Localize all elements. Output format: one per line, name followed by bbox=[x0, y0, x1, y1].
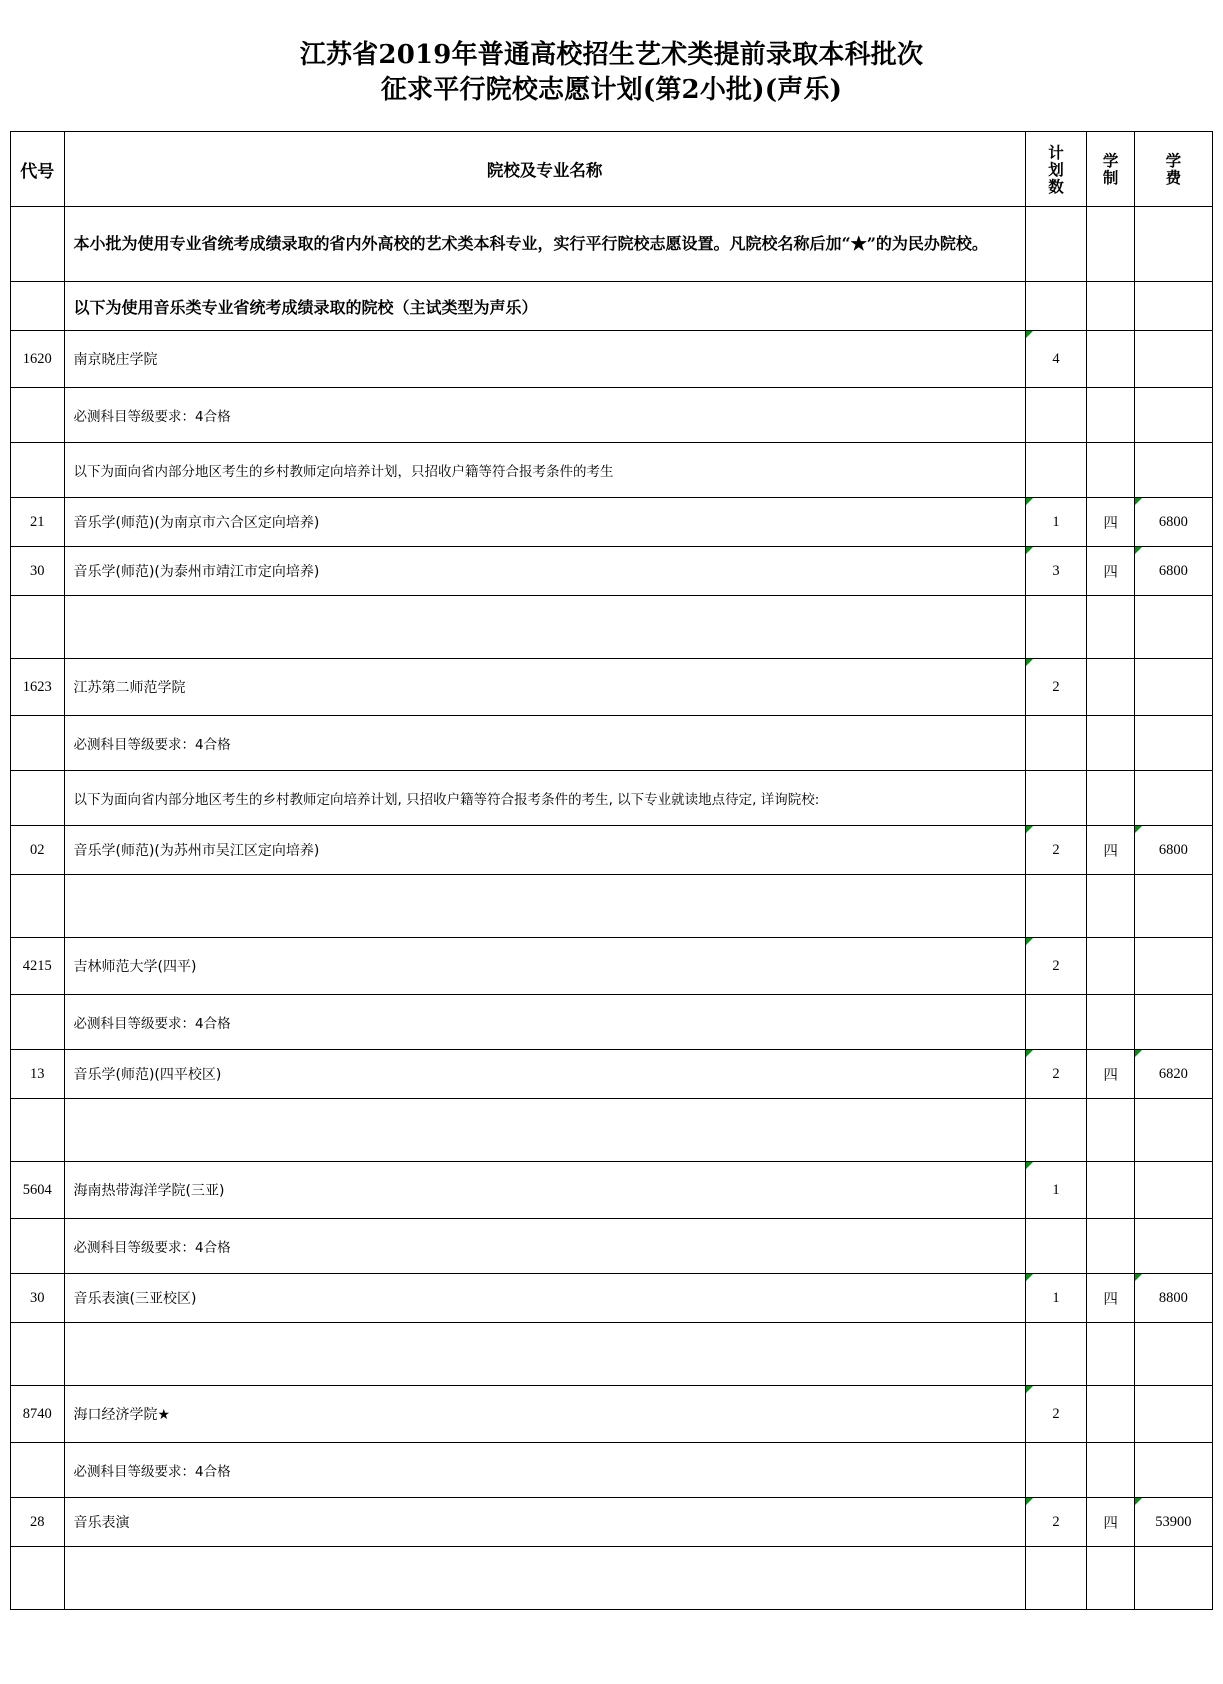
cell-study-years bbox=[1087, 1386, 1134, 1443]
comment-marker-icon bbox=[1135, 547, 1142, 554]
cell-school-major-name: 音乐学(师范)(为苏州市吴江区定向培养) bbox=[64, 826, 1025, 875]
comment-marker-icon bbox=[1026, 1162, 1033, 1169]
cell-plan-count bbox=[1025, 1099, 1087, 1162]
cell-plan-count-value: 1 bbox=[1052, 1181, 1060, 1198]
cell-tuition-fee bbox=[1134, 659, 1212, 716]
cell-tuition-fee-value: 6800 bbox=[1158, 841, 1188, 858]
table-row bbox=[11, 1323, 1213, 1386]
column-header-name: 院校及专业名称 bbox=[64, 132, 1025, 207]
cell-plan-count bbox=[1025, 826, 1087, 875]
cell-school-major-name bbox=[64, 1547, 1025, 1610]
cell-tuition-fee bbox=[1134, 716, 1212, 771]
cell-plan-count bbox=[1025, 771, 1087, 826]
cell-tuition-fee bbox=[1134, 207, 1212, 282]
column-header-plan bbox=[1025, 132, 1087, 207]
cell-code: 5604 bbox=[11, 1162, 65, 1219]
cell-code bbox=[11, 716, 65, 771]
cell-study-years bbox=[1087, 659, 1134, 716]
cell-school-major-name: 以下为面向省内部分地区考生的乡村教师定向培养计划，只招收户籍等符合报考条件的考生 bbox=[64, 443, 1025, 498]
cell-code bbox=[11, 1323, 65, 1386]
comment-marker-icon bbox=[1026, 331, 1033, 338]
table-row bbox=[11, 1050, 1213, 1099]
cell-plan-count-value: 3 bbox=[1052, 562, 1060, 579]
cell-plan-count bbox=[1025, 547, 1087, 596]
cell-plan-count-value: 2 bbox=[1052, 957, 1060, 974]
comment-marker-icon bbox=[1135, 1274, 1142, 1281]
cell-study-years bbox=[1087, 1099, 1134, 1162]
cell-school-major-name bbox=[64, 1099, 1025, 1162]
enrollment-plan-table bbox=[10, 131, 1213, 1610]
cell-school-major-name: 必测科目等级要求：4合格 bbox=[64, 1443, 1025, 1498]
cell-plan-count bbox=[1025, 1547, 1087, 1610]
table-row bbox=[11, 443, 1213, 498]
cell-tuition-fee bbox=[1134, 1099, 1212, 1162]
cell-tuition-fee bbox=[1134, 1323, 1212, 1386]
cell-plan-count bbox=[1025, 443, 1087, 498]
cell-code bbox=[11, 1547, 65, 1610]
cell-tuition-fee bbox=[1134, 875, 1212, 938]
cell-code bbox=[11, 388, 65, 443]
cell-tuition-fee bbox=[1134, 995, 1212, 1050]
cell-code bbox=[11, 1099, 65, 1162]
cell-tuition-fee-value: 8800 bbox=[1158, 1289, 1188, 1306]
column-header-years-char-1: 学 bbox=[1102, 151, 1119, 170]
cell-study-years bbox=[1087, 388, 1134, 443]
column-header-plan-char-3: 数 bbox=[1048, 176, 1064, 196]
column-header-code: 代号 bbox=[11, 132, 65, 207]
cell-school-major-name: 音乐学(师范)(为南京市六合区定向培养) bbox=[64, 498, 1025, 547]
table-row bbox=[11, 826, 1213, 875]
column-header-plan-char-2: 划 bbox=[1048, 159, 1064, 179]
comment-marker-icon bbox=[1026, 1498, 1033, 1505]
cell-tuition-fee bbox=[1134, 1050, 1212, 1099]
cell-study-years bbox=[1087, 875, 1134, 938]
cell-plan-count bbox=[1025, 282, 1087, 331]
cell-school-major-name bbox=[64, 875, 1025, 938]
table-body bbox=[11, 207, 1213, 1610]
cell-plan-count bbox=[1025, 207, 1087, 282]
cell-school-major-name: 海口经济学院★ bbox=[64, 1386, 1025, 1443]
page-title-line-2: 征求平行院校志愿计划(第2小批)(声乐) bbox=[380, 75, 843, 105]
cell-plan-count-value: 2 bbox=[1052, 1065, 1060, 1082]
cell-tuition-fee-value: 6800 bbox=[1158, 513, 1188, 530]
cell-school-major-name: 必测科目等级要求：4合格 bbox=[64, 388, 1025, 443]
column-header-fee bbox=[1134, 132, 1212, 207]
cell-plan-count bbox=[1025, 1050, 1087, 1099]
cell-plan-count-value: 1 bbox=[1052, 513, 1060, 530]
cell-plan-count bbox=[1025, 659, 1087, 716]
cell-school-major-name: 江苏第二师范学院 bbox=[64, 659, 1025, 716]
table-header-row bbox=[11, 132, 1213, 207]
table-row bbox=[11, 1274, 1213, 1323]
cell-school-major-name: 以下为面向省内部分地区考生的乡村教师定向培养计划, 只招收户籍等符合报考条件的考生, 以下专业就读地点待定, 详询院校: bbox=[64, 771, 1025, 826]
cell-plan-count-value: 2 bbox=[1052, 841, 1060, 858]
cell-plan-count-value: 4 bbox=[1052, 350, 1060, 367]
column-header-fee-char-2: 费 bbox=[1165, 168, 1182, 187]
cell-tuition-fee bbox=[1134, 443, 1212, 498]
cell-plan-count bbox=[1025, 1443, 1087, 1498]
table-row bbox=[11, 995, 1213, 1050]
table-row bbox=[11, 331, 1213, 388]
cell-code: 13 bbox=[11, 1050, 65, 1099]
cell-plan-count bbox=[1025, 938, 1087, 995]
cell-study-years bbox=[1087, 938, 1134, 995]
table-row bbox=[11, 1443, 1213, 1498]
comment-marker-icon bbox=[1135, 1050, 1142, 1057]
cell-plan-count bbox=[1025, 1386, 1087, 1443]
cell-plan-count bbox=[1025, 875, 1087, 938]
comment-marker-icon bbox=[1026, 498, 1033, 505]
cell-code: 4215 bbox=[11, 938, 65, 995]
cell-code bbox=[11, 995, 65, 1050]
cell-school-major-name: 吉林师范大学(四平) bbox=[64, 938, 1025, 995]
cell-plan-count-value: 2 bbox=[1052, 1513, 1060, 1530]
cell-code bbox=[11, 443, 65, 498]
cell-tuition-fee bbox=[1134, 388, 1212, 443]
cell-code: 30 bbox=[11, 547, 65, 596]
table-row bbox=[11, 547, 1213, 596]
cell-study-years bbox=[1087, 1547, 1134, 1610]
cell-study-years: 四 bbox=[1087, 1274, 1134, 1323]
cell-school-major-name: 必测科目等级要求：4合格 bbox=[64, 716, 1025, 771]
cell-study-years bbox=[1087, 1162, 1134, 1219]
cell-tuition-fee bbox=[1134, 282, 1212, 331]
cell-tuition-fee bbox=[1134, 1386, 1212, 1443]
cell-school-major-name bbox=[64, 1323, 1025, 1386]
cell-study-years bbox=[1087, 282, 1134, 331]
cell-code bbox=[11, 1219, 65, 1274]
table-row bbox=[11, 596, 1213, 659]
column-header-fee-char-1: 学 bbox=[1165, 151, 1182, 170]
cell-tuition-fee bbox=[1134, 1162, 1212, 1219]
cell-study-years bbox=[1087, 207, 1134, 282]
cell-plan-count bbox=[1025, 1323, 1087, 1386]
cell-tuition-fee-value: 53900 bbox=[1155, 1513, 1192, 1530]
table-row bbox=[11, 1099, 1213, 1162]
cell-school-major-name: 音乐学(师范)(为泰州市靖江市定向培养) bbox=[64, 547, 1025, 596]
cell-study-years bbox=[1087, 995, 1134, 1050]
cell-tuition-fee bbox=[1134, 596, 1212, 659]
comment-marker-icon bbox=[1026, 938, 1033, 945]
table-row bbox=[11, 207, 1213, 282]
comment-marker-icon bbox=[1135, 826, 1142, 833]
comment-marker-icon bbox=[1135, 1498, 1142, 1505]
cell-school-major-name: 必测科目等级要求：4合格 bbox=[64, 995, 1025, 1050]
cell-code: 8740 bbox=[11, 1386, 65, 1443]
cell-study-years: 四 bbox=[1087, 1050, 1134, 1099]
cell-study-years bbox=[1087, 596, 1134, 659]
cell-plan-count bbox=[1025, 716, 1087, 771]
cell-tuition-fee-value: 6800 bbox=[1158, 562, 1188, 579]
cell-code bbox=[11, 207, 65, 282]
cell-code bbox=[11, 1443, 65, 1498]
cell-tuition-fee bbox=[1134, 1498, 1212, 1547]
cell-plan-count bbox=[1025, 596, 1087, 659]
column-header-years bbox=[1087, 132, 1134, 207]
comment-marker-icon bbox=[1135, 498, 1142, 505]
cell-tuition-fee bbox=[1134, 1219, 1212, 1274]
cell-code: 1623 bbox=[11, 659, 65, 716]
cell-study-years bbox=[1087, 443, 1134, 498]
cell-plan-count bbox=[1025, 995, 1087, 1050]
cell-code: 30 bbox=[11, 1274, 65, 1323]
cell-study-years: 四 bbox=[1087, 826, 1134, 875]
cell-plan-count bbox=[1025, 1219, 1087, 1274]
cell-code: 1620 bbox=[11, 331, 65, 388]
page-title bbox=[0, 0, 1223, 118]
cell-plan-count bbox=[1025, 1274, 1087, 1323]
cell-study-years bbox=[1087, 1219, 1134, 1274]
cell-study-years bbox=[1087, 1323, 1134, 1386]
table-row bbox=[11, 1219, 1213, 1274]
cell-plan-count bbox=[1025, 1498, 1087, 1547]
table-row bbox=[11, 498, 1213, 547]
cell-code bbox=[11, 875, 65, 938]
table-row bbox=[11, 1162, 1213, 1219]
cell-tuition-fee bbox=[1134, 1274, 1212, 1323]
cell-code: 21 bbox=[11, 498, 65, 547]
cell-plan-count bbox=[1025, 1162, 1087, 1219]
cell-tuition-fee bbox=[1134, 498, 1212, 547]
cell-study-years bbox=[1087, 771, 1134, 826]
cell-study-years bbox=[1087, 1443, 1134, 1498]
cell-tuition-fee bbox=[1134, 826, 1212, 875]
cell-school-major-name: 必测科目等级要求：4合格 bbox=[64, 1219, 1025, 1274]
comment-marker-icon bbox=[1026, 547, 1033, 554]
cell-tuition-fee bbox=[1134, 1443, 1212, 1498]
cell-plan-count bbox=[1025, 498, 1087, 547]
table-row bbox=[11, 659, 1213, 716]
table-row bbox=[11, 1547, 1213, 1610]
table-row bbox=[11, 1498, 1213, 1547]
table-row bbox=[11, 938, 1213, 995]
cell-study-years: 四 bbox=[1087, 1498, 1134, 1547]
table-row bbox=[11, 388, 1213, 443]
column-header-plan-char-1: 计 bbox=[1048, 142, 1064, 162]
comment-marker-icon bbox=[1026, 1050, 1033, 1057]
table-row bbox=[11, 716, 1213, 771]
comment-marker-icon bbox=[1026, 659, 1033, 666]
cell-tuition-fee bbox=[1134, 938, 1212, 995]
cell-code bbox=[11, 282, 65, 331]
cell-school-major-name: 南京晓庄学院 bbox=[64, 331, 1025, 388]
cell-plan-count bbox=[1025, 388, 1087, 443]
cell-study-years bbox=[1087, 716, 1134, 771]
cell-school-major-name: 本小批为使用专业省统考成绩录取的省内外高校的艺术类本科专业，实行平行院校志愿设置。凡院校名称后加“★”的为民办院校。 bbox=[64, 207, 1025, 282]
cell-school-major-name: 音乐学(师范)(四平校区) bbox=[64, 1050, 1025, 1099]
comment-marker-icon bbox=[1026, 1386, 1033, 1393]
cell-tuition-fee-value: 6820 bbox=[1158, 1065, 1188, 1082]
table-row bbox=[11, 875, 1213, 938]
cell-plan-count-value: 2 bbox=[1052, 678, 1060, 695]
cell-study-years bbox=[1087, 331, 1134, 388]
page-title-line-1: 江苏省2019年普通高校招生艺术类提前录取本科批次 bbox=[299, 40, 924, 70]
cell-plan-count-value: 2 bbox=[1052, 1405, 1060, 1422]
cell-school-major-name: 海南热带海洋学院(三亚) bbox=[64, 1162, 1025, 1219]
cell-school-major-name: 音乐表演(三亚校区) bbox=[64, 1274, 1025, 1323]
table-row bbox=[11, 282, 1213, 331]
cell-code bbox=[11, 771, 65, 826]
cell-plan-count bbox=[1025, 331, 1087, 388]
cell-code: 28 bbox=[11, 1498, 65, 1547]
cell-study-years: 四 bbox=[1087, 547, 1134, 596]
cell-study-years: 四 bbox=[1087, 498, 1134, 547]
cell-tuition-fee bbox=[1134, 547, 1212, 596]
cell-school-major-name: 音乐表演 bbox=[64, 1498, 1025, 1547]
cell-tuition-fee bbox=[1134, 331, 1212, 388]
cell-school-major-name bbox=[64, 596, 1025, 659]
cell-tuition-fee bbox=[1134, 771, 1212, 826]
cell-tuition-fee bbox=[1134, 1547, 1212, 1610]
column-header-years-char-2: 制 bbox=[1102, 168, 1119, 187]
cell-plan-count-value: 1 bbox=[1052, 1289, 1060, 1306]
cell-code bbox=[11, 596, 65, 659]
comment-marker-icon bbox=[1026, 1274, 1033, 1281]
table-row bbox=[11, 771, 1213, 826]
comment-marker-icon bbox=[1026, 826, 1033, 833]
table-row bbox=[11, 1386, 1213, 1443]
cell-code: 02 bbox=[11, 826, 65, 875]
cell-school-major-name: 以下为使用音乐类专业省统考成绩录取的院校（主试类型为声乐） bbox=[64, 282, 1025, 331]
